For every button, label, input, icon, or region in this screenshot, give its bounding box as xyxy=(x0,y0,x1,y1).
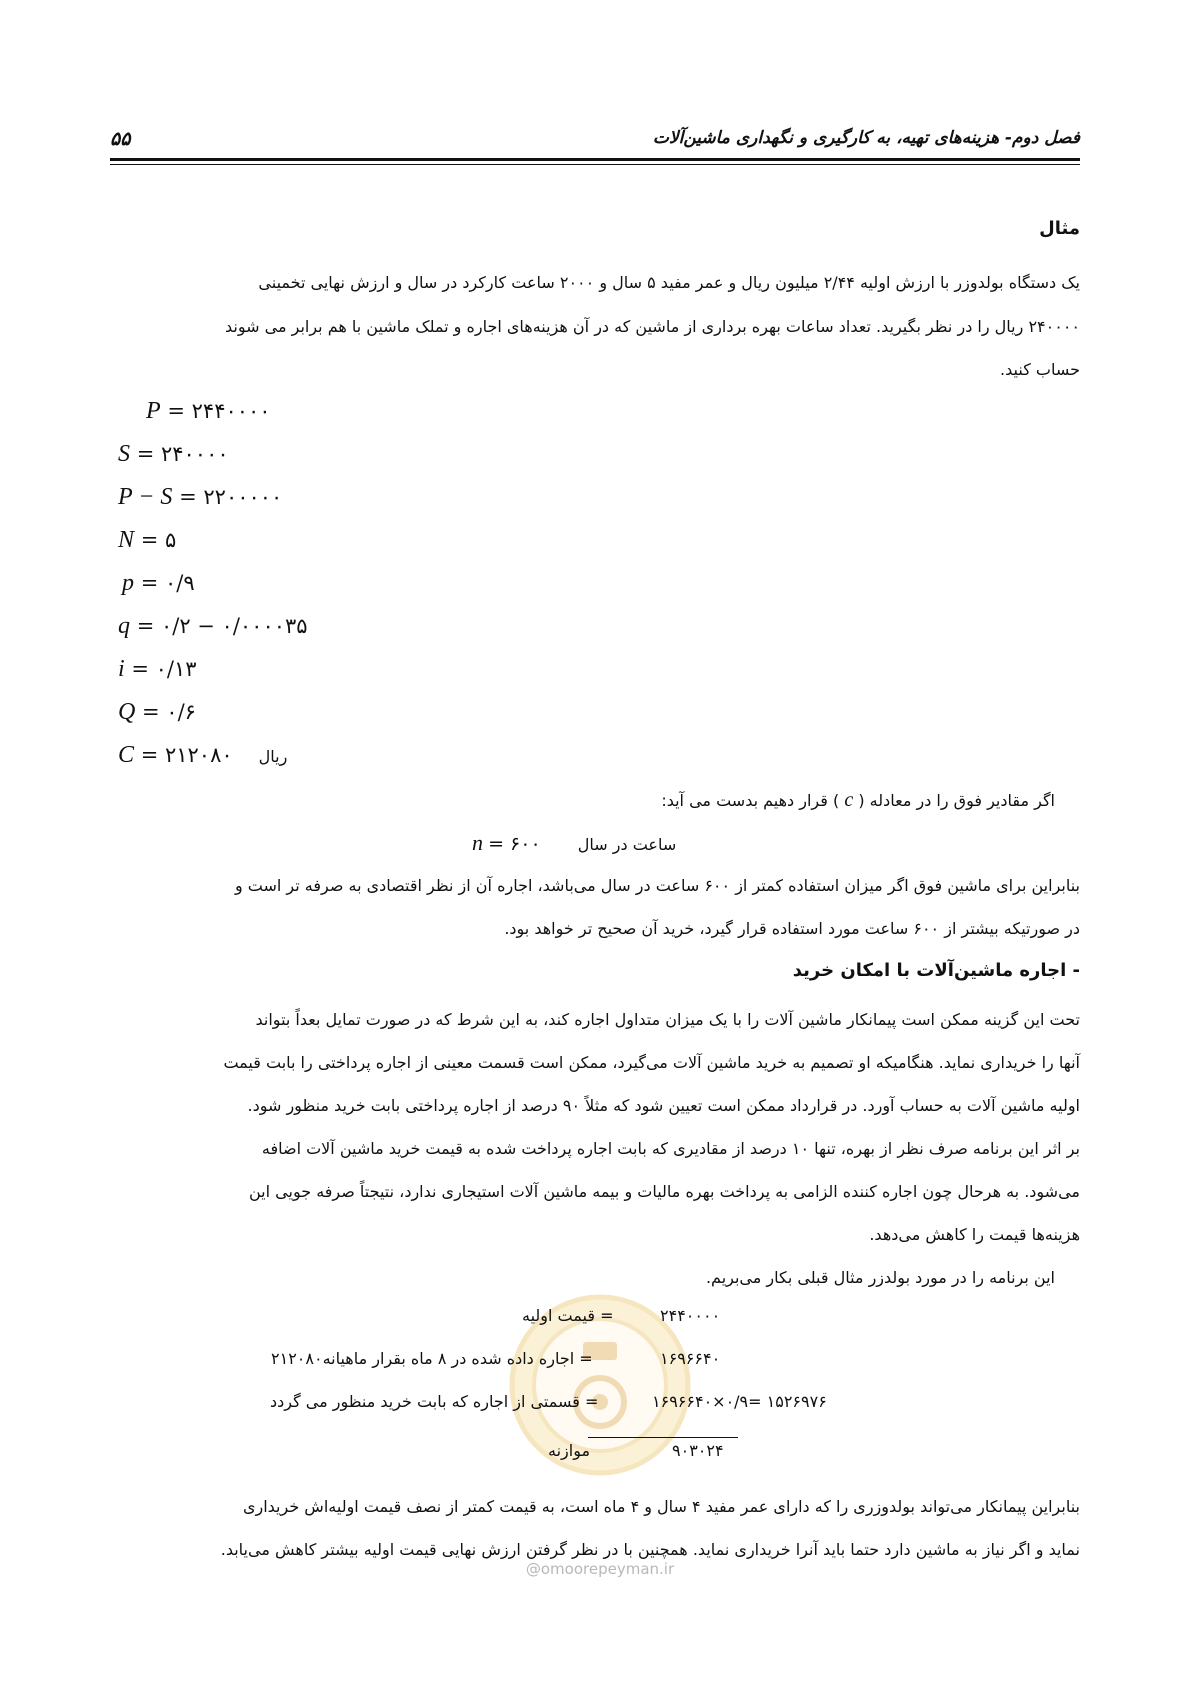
calc-row3-value: ۱۵۲۶۹۷۶ =۰/۹×۱۶۹۶۶۴۰ xyxy=(652,1392,827,1411)
equation-p-small: p = ۰/۹ xyxy=(122,570,195,596)
equation-i: i = ۰/۱۳ xyxy=(118,656,197,682)
equation-n: N = ۵ xyxy=(118,527,177,553)
section-para3: این برنامه را در مورد بولدزر مثال قبلی بکار می‌بریم. xyxy=(705,1268,1055,1287)
page-header xyxy=(110,128,1080,162)
equation-p-minus-s: P − S = ۲۲۰۰۰۰۰ xyxy=(118,484,283,510)
result-n-equation: n = ۶۰۰ ساعت در سال xyxy=(472,830,677,855)
calc-row3-label: = قسمتی از اجاره که بابت خرید منظور می گردد xyxy=(270,1392,599,1411)
example-line-1: یک دستگاه بولدوزر با ارزش اولیه ۲/۴۴ میلیون ریال و عمر مفید ۵ سال و ۲۰۰۰ ساعت کارکرد در سال و ارزش نهایی تخمینی xyxy=(258,273,1080,292)
watermark-text: @omoorepeyman.ir xyxy=(525,1560,675,1578)
section-para1-line-1: تحت این گزینه ممکن است پیمانکار ماشین آلات را با یک میزان متداول اجاره کند، به این شرط که در صورت تمایل بعداً بتواند xyxy=(255,1010,1080,1029)
example-line-3: حساب کنید. xyxy=(1000,360,1080,379)
section-para2-line-1: بر اثر این برنامه صرف نظر از بهره، تنها ۱۰ درصد از مقادیری که بابت اجاره پرداخت شده به قیمت خرید ماشین آلات اضافه xyxy=(261,1139,1080,1158)
equation-s: S = ۲۴۰۰۰۰ xyxy=(118,441,229,467)
calc-row2-value: ۱۶۹۶۶۴۰ xyxy=(660,1349,721,1368)
calc-sum-line xyxy=(588,1437,738,1438)
result-intro: اگر مقادیر فوق را در معادله ( c ) قرار دهیم بدست می آید: xyxy=(661,789,1055,811)
equation-q: q = ۰/۲ − ۰/۰۰۰۰۳۵ xyxy=(118,613,308,639)
section-heading: - اجاره ماشین‌آلات با امکان خرید xyxy=(792,960,1080,981)
chapter-title: فصل دوم- هزینه‌های تهیه، به کارگیری و نگهداری ماشین‌آلات xyxy=(652,128,1080,148)
calc-row4-label: موازنه xyxy=(548,1441,591,1460)
closing-line-1: بنابراین پیمانکار می‌تواند بولدوزری را که دارای عمر مفید ۴ سال و ۴ ماه است، به قیمت کمتر از نصف قیمت اولیه‌اش خریداری xyxy=(242,1497,1080,1516)
conclusion-line-1: بنابراین برای ماشین فوق اگر میزان استفاده کمتر از ۶۰۰ ساعت در سال می‌باشد، اجاره آن از نظر اقتصادی به صرفه تر است و xyxy=(234,876,1080,895)
equation-c: C = ۲۱۲۰۸۰ ریال xyxy=(118,742,288,768)
calc-row1-value: ۲۴۴۰۰۰۰ xyxy=(660,1306,721,1325)
calc-row2-label: = اجاره داده شده در ۸ ماه بقرار ماهیانه۲۱۲۰۸۰ xyxy=(271,1349,593,1368)
section-para1-line-2: آنها را خریداری نماید. هنگامیکه او تصمیم به خرید ماشین آلات می‌گیرد، ممکن است قسمت معینی از اجاره پرداختی را بابت قیمت xyxy=(223,1053,1080,1072)
closing-line-2: نماید و اگر نیاز به ماشین دارد حتما باید آنرا خریداری نماید. همچنین با در نظر گرفتن ارزش نهایی قیمت اولیه بیشتر کاهش می‌یابد. xyxy=(220,1540,1080,1559)
conclusion-line-2: در صورتیکه بیشتر از ۶۰۰ ساعت مورد استفاده قرار گیرد، خرید آن صحیح تر خواهد بود. xyxy=(504,919,1080,938)
example-heading: مثال xyxy=(1039,218,1080,239)
equation-p-total: P = ۲۴۴۰۰۰۰ xyxy=(146,398,271,424)
header-rule-thick xyxy=(110,158,1080,161)
header-rule-thin xyxy=(110,164,1080,165)
section-para1-line-3: اولیه ماشین آلات به حساب آورد. در قرارداد ممکن است تعیین شود که مثلاً ۹۰ درصد از اجاره پرداختی بابت خرید منظور شود. xyxy=(247,1096,1080,1115)
calc-row1-label: = قیمت اولیه xyxy=(522,1306,614,1325)
section-para2-line-3: هزینه‌ها قیمت را کاهش می‌دهد. xyxy=(869,1225,1080,1244)
section-para2-line-2: می‌شود. به هرحال چون اجاره کننده الزامی به پرداخت بهره مالیات و بیمه ماشین آلات استیجاری ندارد، نتیجتاً صرفه جویی این xyxy=(249,1182,1080,1201)
equation-q-capital: Q = ۰/۶ xyxy=(118,699,196,725)
page-number: ۵۵ xyxy=(110,128,131,150)
calc-row4-value: ۹۰۳۰۲۴ xyxy=(672,1441,724,1460)
unit-rial: ریال xyxy=(258,747,288,766)
example-line-2: ۲۴۰۰۰۰ ریال را در نظر بگیرید. تعداد ساعات بهره برداری از ماشین که در آن هزینه‌های اجاره و تملک ماشین با هم برابر می شوند xyxy=(225,317,1080,336)
